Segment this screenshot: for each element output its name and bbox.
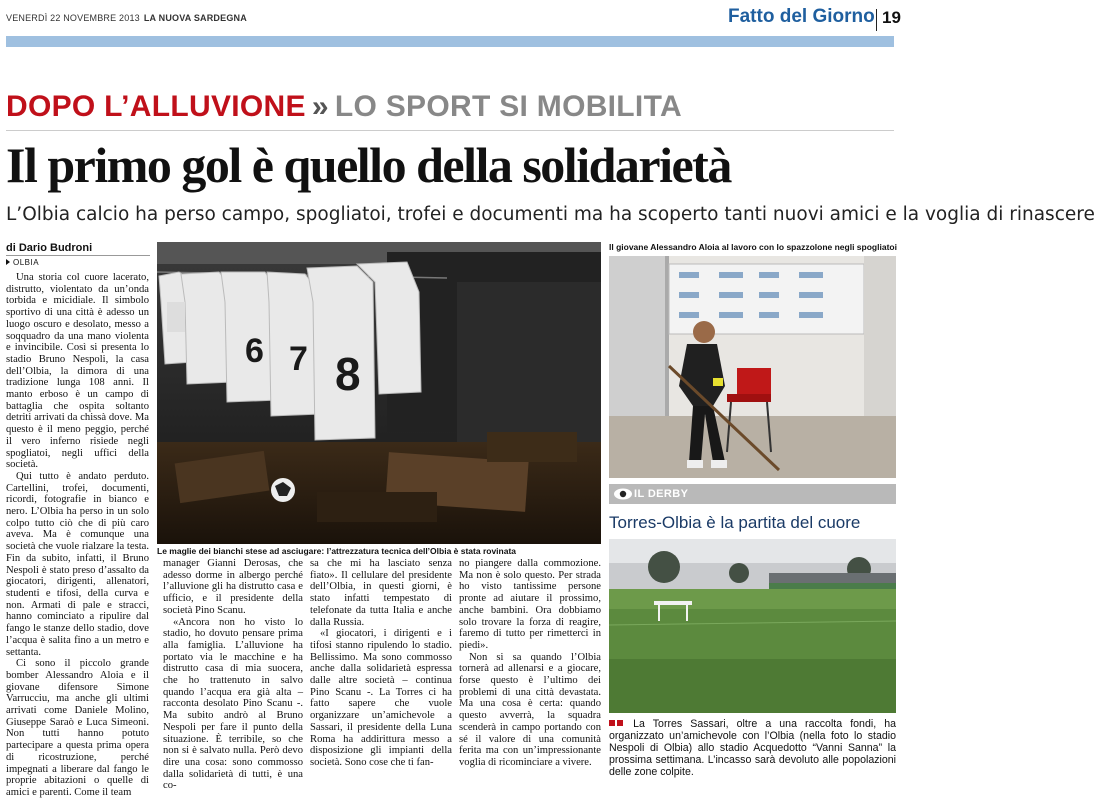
bullet-square-icon — [609, 720, 615, 726]
bullet-square-icon — [617, 720, 623, 726]
article-column-4 — [459, 558, 601, 768]
dateline-arrow-icon — [6, 259, 10, 265]
paragraph: Qui tutto è andato perduto. Cartellini, trofei, documenti, ricordi, fotografie in bianco e nero. L’Olbia ha perso in un solo colpo tutto ciò che di più caro aveva. Ma è comunque una società che vuole rialzare la testa. Fin da subito, infatti, il Bruno Nespoli è stato preso d’assalto da giocatori, dirigenti, allenatori, studenti e tifosi, della curva e non. Armati di pale e stracci, hanno cominciato a ripulire dal fango le stanze dello stadio, dove l’acqua è salita fino a un metro e settanta. — [6, 470, 149, 658]
paragraph: «Ancora non ho visto lo stadio, ho dovuto pensare prima alla famiglia. L’alluvione ha portato via le macchine e ha distrutto casa di mia suocera, che ho trattenuto in salvo quando l’acqua era già alta – racconta desolato Pino Scanu -. Ma subito andrò al Bruno Nespoli per fare il punto della situazione. È terribile, so che non si è salvato nulla. Però devo dire una cosa: sono commosso dalla solidarietà di tutti, è una co- — [163, 616, 303, 792]
paragraph: Ci sono il piccolo grande bomber Alessandro Aloia e il giovane difensore Simone Varrucciu, ma anche gli ultimi arrivati come Daniele Molino, Giuseppe Saraò e Luca Simeoni. Non tutti hanno potuto partecipare a questa prima opera di ricostruzione, perché impegnati a liberare dal fango le proprie abitazioni o quelle di amici e parenti. Come il team — [6, 658, 149, 798]
kicker — [6, 90, 682, 124]
dateline: OLBIA — [6, 258, 39, 267]
paragraph: «I giocatori, i dirigenti e i tifosi stanno ripulendo lo stadio. Bellissimo. Ma sono commosso anche dalla solidarietà espressa dalle altre società – continua Pino Scanu -. La Torres ci ha fatto sapere che vuole organizzare un’amichevole a Sassari, il presidente della Luna Roma ha addirittura messo a disposizione gli impianti della società. Sono cose che ti fan- — [310, 628, 452, 768]
newspaper-name: LA NUOVA SARDEGNA — [143, 13, 247, 23]
page-number: 19 — [882, 8, 901, 27]
derby-photo-stadium — [609, 539, 896, 713]
header-color-bar — [6, 36, 894, 47]
kicker-arrow: » — [311, 90, 329, 123]
paragraph: no piangere dalla commozione. Ma non è solo questo. Per strada ho visto tantissime persone pronte ad aiutare il prossimo, anche bambini. Ora dobbiamo solo trovare la forza di reagire, faremo di tutto per rimetterci in piedi». — [459, 558, 601, 651]
byline: di Dario Budroni — [6, 242, 93, 254]
kicker-red: DOPO L’ALLUVIONE — [6, 90, 306, 123]
paragraph: Una storia col cuore lacerato, distrutto, violentato da un’onda torbida e micidiale. Il simbolo sportivo di una città è adesso un luogo oscuro e desolato, messo a soqquadro da una mano violenta e invincibile. Così si presenta lo stadio Bruno Nespoli, la casa dell’Olbia, la dimora di una tradizione lunga 108 anni. Il manto erboso è un campo di battaglia che ospita soltanto detriti arrivati da chissà dove. Ma questo è il meno peggio, perché il vero inferno risiede negli spogliatoi, negli uffici della società. — [6, 272, 149, 471]
eye-icon — [612, 487, 634, 501]
header-divider — [876, 9, 877, 31]
kicker-rule — [6, 130, 894, 131]
subheadline: L’Olbia calcio ha perso campo, spogliatoi, trofei e documenti ma ha scoperto tanti nuovi amici e la voglia di rinascere — [6, 204, 1095, 225]
derby-title: Torres-Olbia è la partita del cuore — [609, 513, 861, 532]
paragraph: Non si sa quando l’Olbia tornerà ad allenarsi e a giocare, forse questo è l’ultimo dei problemi di una città devastata. Ma una cosa è certa: quando questo avverrà, la squadra scenderà in campo portando con sé il valore di una comunità ferita ma con un’impressionante voglia di ricominciare a vivere. — [459, 651, 601, 768]
byline-rule — [6, 255, 150, 256]
article-column-3 — [310, 558, 452, 768]
jersey-number-8: 8 — [335, 348, 361, 400]
header-date: VENERDÌ 22 NOVEMBRE 2013 LA NUOVA SARDEGNA — [6, 13, 247, 23]
right-photo-player-cleaning — [609, 256, 896, 478]
section-title: Fatto del Giorno — [728, 6, 875, 27]
paragraph: sa che mi ha lasciato senza fiato». Il cellulare del presidente dell’Olbia, in questi giorni, è stato infatti tempestato di telefonate da tutta Italia e anche dalla Russia. — [310, 558, 452, 628]
derby-caption: La Torres Sassari, oltre a una raccolta fondi, ha organizzato un’amichevole con l’Olbia (nella foto lo stadio Nespoli di Olbia) allo stadio Acquedotto “Vanni Sanna” la prossima settimana. L’incasso sarà devoluto alle popolazioni delle zone colpite. — [609, 718, 896, 778]
paragraph: manager Gianni Derosas, che adesso dorme in albergo perché l’alluvione gli ha distrutto casa e ufficio, e il presidente della società Pino Scanu. — [163, 558, 303, 616]
jersey-number-6: 6 — [245, 332, 264, 370]
headline: Il primo gol è quello della solidarietà — [6, 137, 731, 193]
article-column-1 — [6, 272, 149, 798]
kicker-grey: LO SPORT SI MOBILITA — [334, 90, 682, 123]
main-photo-jerseys — [157, 242, 601, 544]
jersey-number-7: 7 — [289, 340, 308, 378]
derby-label: IL DERBY — [634, 488, 689, 500]
article-column-2 — [163, 558, 303, 792]
right-photo-caption: Il giovane Alessandro Aloia al lavoro con lo spazzolone negli spogliatoi — [609, 242, 897, 252]
main-photo-caption: Le maglie dei bianchi stese ad asciugare: l’attrezzatura tecnica dell’Olbia è stata rovinata — [157, 546, 517, 556]
